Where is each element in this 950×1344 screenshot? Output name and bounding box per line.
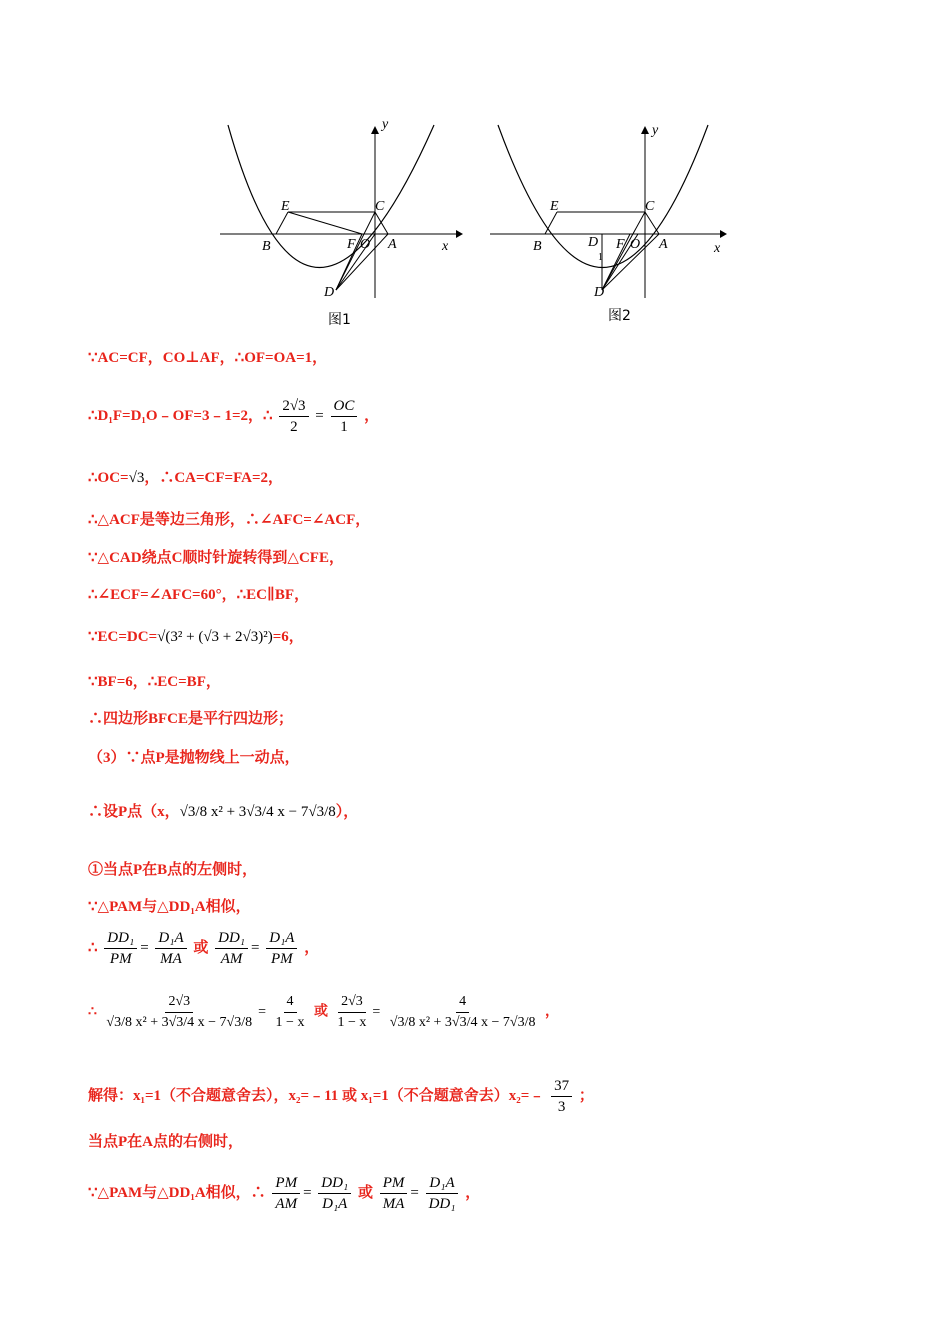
fig2-label-y: y — [652, 123, 659, 138]
fig2-label-D1: D — [588, 235, 599, 250]
line-15: ∴ $\frac{2√3}{\text{√3/8 x² + 3√3/4 x − 7√3/8}}$ = $\frac{4}{1 - x}$ 或 $\frac{2√3}{1 - x}$ = $\frac{4}{\text{√3/8 x² + 3√3/4 x − 7√3/8}}$ ， — [88, 994, 559, 1030]
fig1-label-A: A — [388, 237, 397, 252]
fig1-label-F: F — [347, 237, 356, 252]
line-3: ∴OC=√3，∴CA=CF=FA=2， — [88, 470, 284, 486]
line-13: ∵△PAM与△DD₁A相似， — [88, 899, 251, 915]
line-11: ∴设P点（x，√3/8 x² + 3√3/4 x − 7√3/8）， — [88, 804, 359, 820]
line-7: ∵EC=DC=√(3² + (√3 + 2√3)²)=6， — [88, 629, 304, 645]
fig1-label-O: O — [360, 237, 371, 252]
fig1-label-x: x — [442, 239, 449, 254]
line-1: ∵AC=CF，CO⊥AF，∴OF=OA=1， — [88, 350, 328, 366]
fig2-label-F: F — [616, 237, 625, 252]
fig1-label-E: E — [281, 199, 290, 214]
figure-2 — [490, 123, 727, 324]
figure-1 — [220, 120, 463, 328]
fig2-label-E: E — [550, 199, 559, 214]
fig2-label-A: A — [659, 237, 668, 252]
fig1-caption: 图1 — [328, 312, 351, 328]
fig2-label-D: D — [594, 285, 605, 300]
line-14: ∴ $\frac{\text{DD₁}}{PM}$ = $\frac{\text{D₁A}}{MA}$ 或 $\frac{\text{DD₁}}{AM}$ = $\frac{\text{D₁A}}{PM}$ ， — [88, 930, 320, 967]
line-10: （3）∵点P是抛物线上一动点， — [88, 750, 300, 766]
line-9: ∴四边形BFCE是平行四边形； — [88, 711, 294, 727]
line-5: ∵△CAD绕点C顺时针旋转得到△CFE， — [88, 550, 344, 566]
fig2-label-B: B — [533, 239, 542, 254]
line-4: ∴△ACF是等边三角形，∴∠AFC=∠ACF， — [88, 512, 371, 528]
fig1-label-D: D — [324, 285, 335, 300]
line-8: ∵BF=6，∴EC=BF， — [88, 674, 221, 690]
fig2-label-x: x — [714, 241, 721, 256]
fig1-label-B: B — [262, 239, 271, 254]
line-12: ①当点P在B点的左侧时， — [88, 862, 258, 878]
fig2-caption: 图2 — [608, 308, 631, 324]
fig1-label-y: y — [382, 120, 389, 132]
geometry-figures — [210, 120, 750, 330]
line-2: ∴D₁F=D₁O﹣OF=3﹣1=2，∴ $\frac{2√3}{2}$ = $\frac{OC}{1}$ ， — [88, 398, 380, 435]
fig2-label-D1-sub: 1 — [598, 252, 603, 263]
fig2-label-C: C — [645, 199, 655, 214]
line-17: 当点P在A点的右侧时， — [88, 1134, 243, 1150]
line-18: ∵△PAM与△DD₁A相似，∴ $\frac{PM}{AM}$ = $\frac{\text{DD₁}}{\text{D₁A}}$ 或 $\frac{PM}{MA}$ = $\frac{\text{D₁A}}{\text{DD₁}}$ ， — [88, 1175, 481, 1212]
line-16: 解得：x₁=1（不合题意舍去），x₂=﹣11 或 x₁=1（不合题意舍去）x₂=﹣ $\frac{37}{3}$ ； — [88, 1078, 594, 1115]
fig2-label-O: O — [630, 237, 641, 252]
line-6: ∴∠ECF=∠AFC=60°，∴EC∥BF， — [88, 587, 310, 603]
fig1-label-C: C — [375, 199, 385, 214]
